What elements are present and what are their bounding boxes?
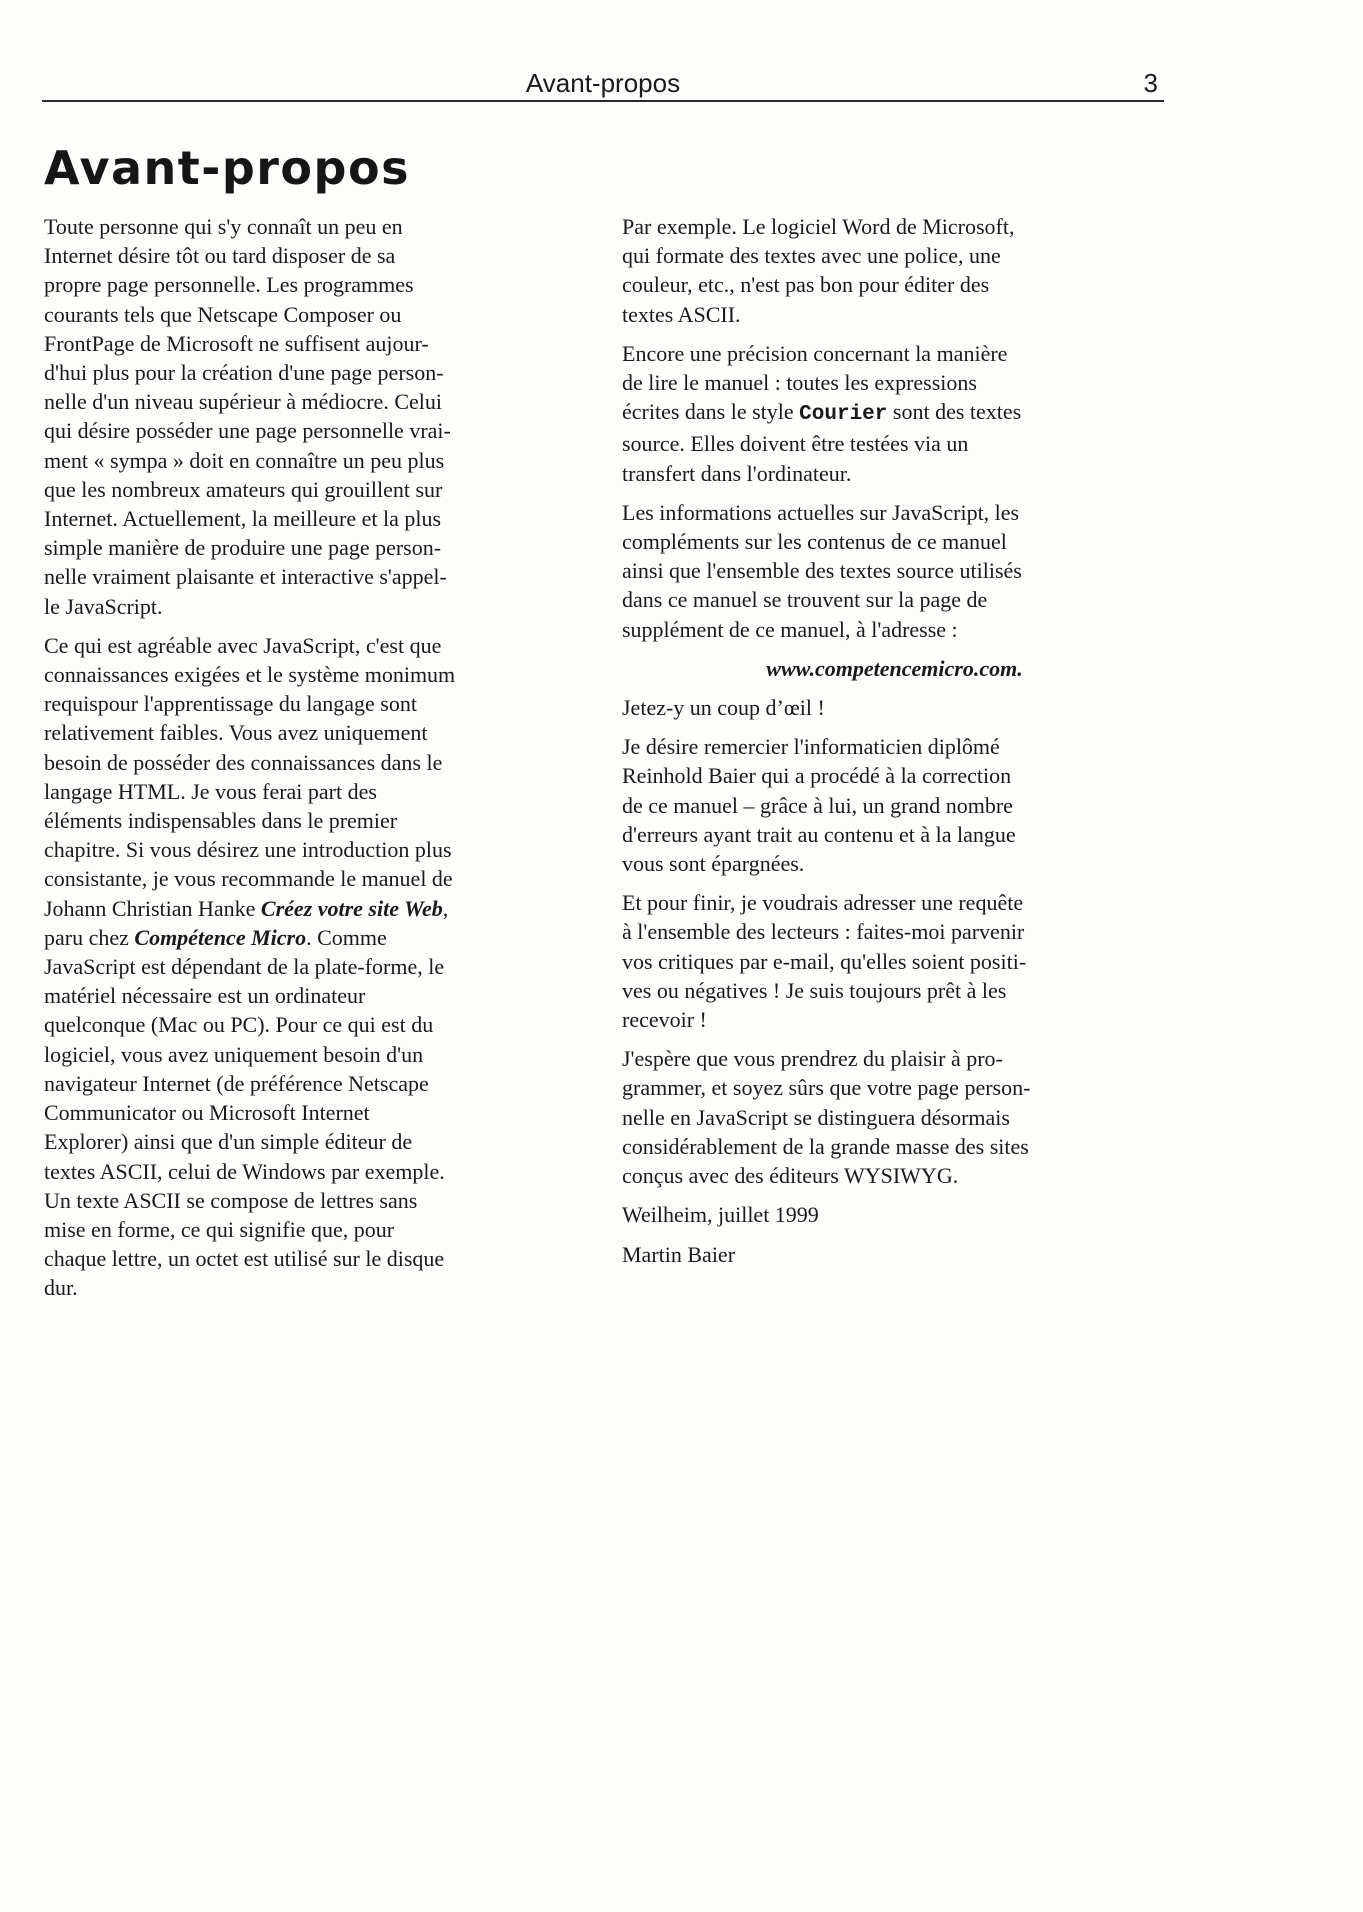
paragraph xyxy=(622,212,1167,329)
courier-sample: Courier xyxy=(799,403,888,427)
text-line: FrontPage de Microsoft ne suffisent aujour- xyxy=(44,330,429,356)
text-line: chaque lettre, un octet est utilisé sur le disque xyxy=(44,1246,445,1272)
text-line: Ce qui est agréable avec JavaScript, c'est que xyxy=(44,632,442,658)
signature-place-date xyxy=(622,1200,1167,1229)
text-line: ainsi que l'ensemble des textes source utilisés xyxy=(622,558,1022,584)
text-line: considérablement de la grande masse des sites xyxy=(622,1133,1029,1159)
text-line: Encore une précision concernant la manière xyxy=(622,340,1008,366)
text-line: Reinhold Baier qui a procédé à la correction xyxy=(622,763,1012,789)
page-number: 3 xyxy=(1143,68,1158,98)
text-line: Martin Baier xyxy=(622,1241,736,1267)
text-line xyxy=(44,894,589,923)
text-line: à l'ensemble des lecteurs : faites-moi parvenir xyxy=(622,919,1025,945)
paragraph xyxy=(622,693,1167,722)
text-run: sont des textes xyxy=(887,399,1022,425)
text-line: textes ASCII. xyxy=(622,301,741,327)
text-run: , xyxy=(442,895,449,921)
left-column xyxy=(44,212,589,1313)
paragraph xyxy=(622,654,1167,683)
text-line: consistante, je vous recommande le manuel de xyxy=(44,866,453,892)
text-line: vous sont épargnées. xyxy=(622,851,805,877)
text-line: couleur, etc., n'est pas bon pour éditer des xyxy=(622,272,990,298)
text-line: dans ce manuel se trouvent sur la page de xyxy=(622,587,988,613)
paragraph xyxy=(44,631,589,1303)
text-line: conçus avec des éditeurs WYSIWYG. xyxy=(622,1163,959,1189)
text-line: supplément de ce manuel, à l'adresse : xyxy=(622,616,958,642)
text-line: recevoir ! xyxy=(622,1007,707,1033)
text-line: textes ASCII, celui de Windows par exemple. xyxy=(44,1158,445,1184)
text-line: de ce manuel – grâce à lui, un grand nombre xyxy=(622,792,1013,818)
right-column xyxy=(622,212,1167,1279)
text-line: d'erreurs ayant trait au contenu et à la langue xyxy=(622,821,1016,847)
text-line: simple manière de produire une page person- xyxy=(44,535,442,561)
text-line: grammer, et soyez sûrs que votre page person- xyxy=(622,1075,1031,1101)
text-line: de lire le manuel : toutes les expressions xyxy=(622,370,977,396)
paragraph xyxy=(622,888,1167,1034)
text-run: . Comme xyxy=(306,924,387,950)
header-title: Avant-propos xyxy=(525,68,681,98)
text-line: quelconque (Mac ou PC). Pour ce qui est du xyxy=(44,1012,434,1038)
book-title: Créez votre site Web xyxy=(260,895,443,921)
text-line: Les informations actuelles sur JavaScript, les xyxy=(622,499,1020,525)
text-line: ment « sympa » doit en connaître un peu plus xyxy=(44,447,445,473)
text-line: connaissances exigées et le système monimum xyxy=(44,662,456,688)
text-line: Explorer) ainsi que d'un simple éditeur de xyxy=(44,1129,413,1155)
paragraph xyxy=(44,212,589,621)
text-line: d'hui plus pour la création d'une page person- xyxy=(44,360,444,386)
website-url[interactable]: www.competencemicro.com. xyxy=(766,655,1023,681)
text-line: dur. xyxy=(44,1275,78,1301)
text-line: JavaScript est dépendant de la plate-forme, le xyxy=(44,954,445,980)
text-line: ves ou négatives ! Je suis toujours prêt à les xyxy=(622,977,1007,1003)
text-run: paru chez xyxy=(44,924,135,950)
text-line: Internet désire tôt ou tard disposer de sa xyxy=(44,243,396,269)
text-line: J'espère que vous prendrez du plaisir à pro- xyxy=(622,1046,1003,1072)
paragraph xyxy=(622,1044,1167,1190)
text-line: Internet. Actuellement, la meilleure et la plus xyxy=(44,506,442,532)
text-line: qui formate des textes avec une police, une xyxy=(622,243,1001,269)
paragraph xyxy=(622,732,1167,878)
text-line: Un texte ASCII se compose de lettres sans xyxy=(44,1187,418,1213)
text-line: qui désire posséder une page personnelle vrai- xyxy=(44,418,451,444)
running-header xyxy=(42,66,1164,102)
text-line: nelle vraiment plaisante et interactive s'appel- xyxy=(44,564,447,590)
text-line: Toute personne qui s'y connaît un peu en xyxy=(44,214,403,239)
text-line: compléments sur les contenus de ce manuel xyxy=(622,529,1007,555)
text-line: Je désire remercier l'informaticien diplômé xyxy=(622,734,1000,760)
text-line: éléments indispensables dans le premier xyxy=(44,808,398,834)
text-line: Weilheim, juillet 1999 xyxy=(622,1202,819,1228)
text-line: besoin de posséder des connaissances dans le xyxy=(44,749,443,775)
paragraph xyxy=(622,339,1167,488)
text-line: nelle d'un niveau supérieur à médiocre. Celui xyxy=(44,389,442,415)
text-line: navigateur Internet (de préférence Netscape xyxy=(44,1070,429,1096)
text-line: Et pour finir, je voudrais adresser une requête xyxy=(622,890,1024,916)
text-line: Jetez-y un coup d’œil ! xyxy=(622,695,825,721)
text-line: Communicator ou Microsoft Internet xyxy=(44,1100,370,1126)
text-line: transfert dans l'ordinateur. xyxy=(622,460,852,486)
text-line: source. Elles doivent être testées via un xyxy=(622,431,969,457)
text-line: matériel nécessaire est un ordinateur xyxy=(44,983,366,1009)
text-line: courants tels que Netscape Composer ou xyxy=(44,301,402,327)
text-line: langage HTML. Je vous ferai part des xyxy=(44,778,377,804)
text-line: le JavaScript. xyxy=(44,593,163,619)
signature-author xyxy=(622,1240,1167,1269)
text-line: propre page personnelle. Les programmes xyxy=(44,272,414,298)
text-line: Par exemple. Le logiciel Word de Microsoft, xyxy=(622,214,1015,239)
text-line: requispour l'apprentissage du langage sont xyxy=(44,691,417,717)
text-line xyxy=(622,397,1167,429)
text-line: relativement faibles. Vous avez uniquement xyxy=(44,720,428,746)
text-line: chapitre. Si vous désirez une introduction plus xyxy=(44,837,452,863)
text-run: écrites dans le style xyxy=(622,399,800,425)
text-line xyxy=(44,923,589,952)
text-line: mise en forme, ce qui signifie que, pour xyxy=(44,1216,395,1242)
text-line: vos critiques par e-mail, qu'elles soient positi- xyxy=(622,948,1027,974)
text-line: nelle en JavaScript se distinguera désormais xyxy=(622,1104,1010,1130)
paragraph xyxy=(622,498,1167,644)
chapter-title: Avant-propos xyxy=(44,141,410,195)
text-run: Johann Christian Hanke xyxy=(44,895,261,921)
text-line: que les nombreux amateurs qui grouillent sur xyxy=(44,476,443,502)
publisher-name: Compétence Micro xyxy=(134,924,307,950)
text-line: logiciel, vous avez uniquement besoin d'un xyxy=(44,1041,424,1067)
